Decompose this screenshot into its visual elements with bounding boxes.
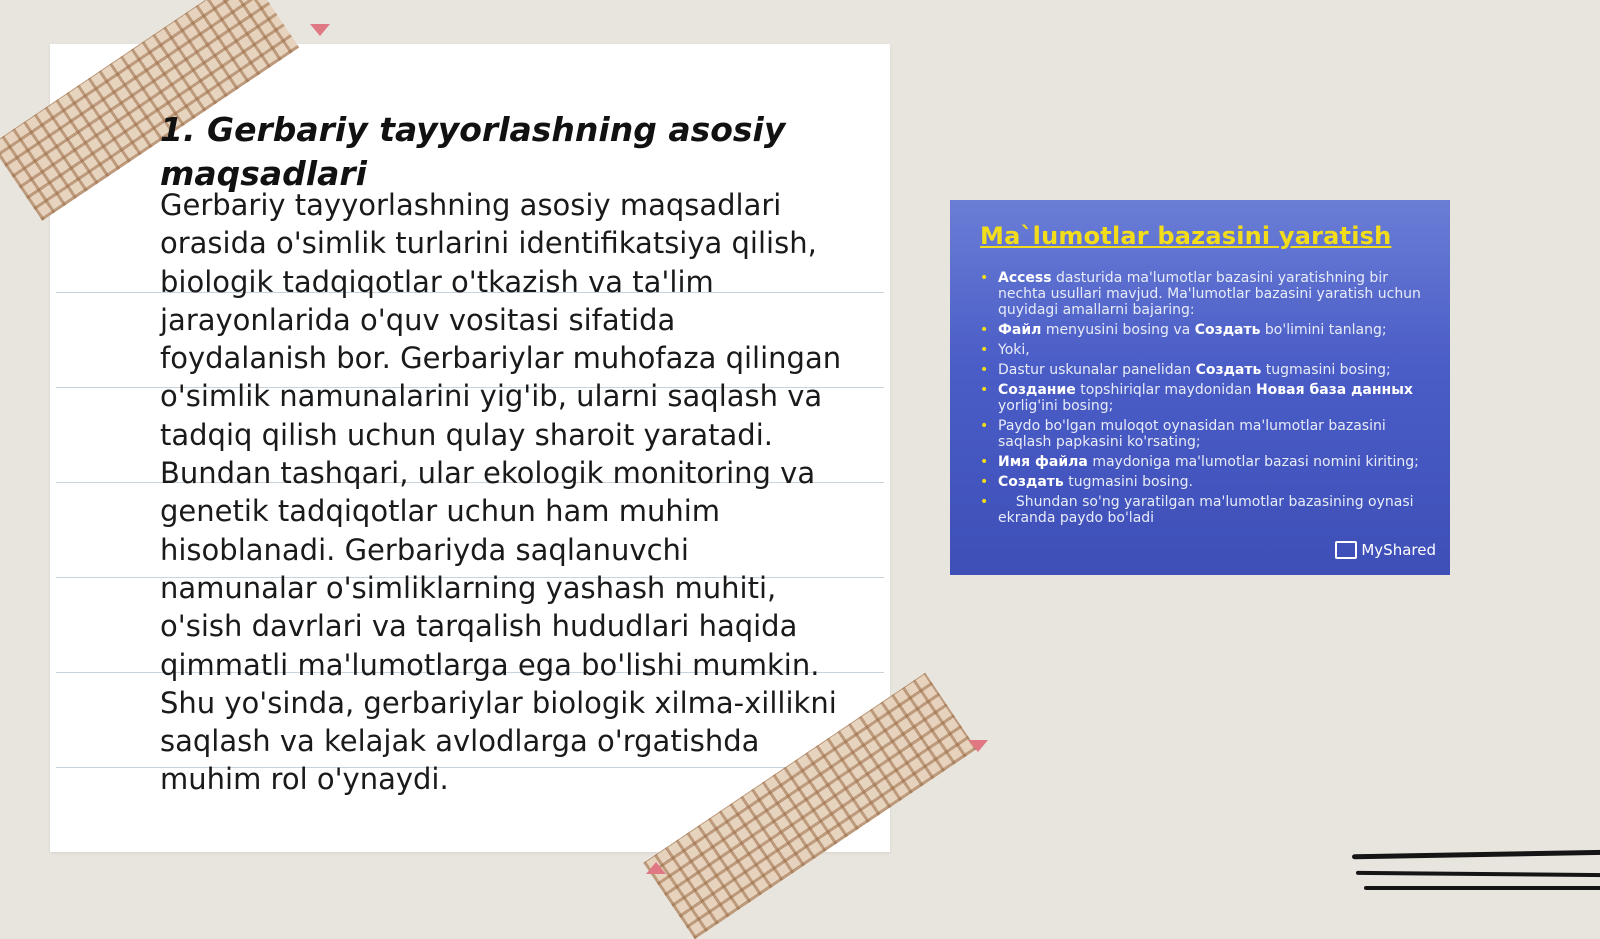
slide-title: Ma`lumotlar bazasini yaratish [980, 222, 1392, 250]
brand-label: MyShared [1361, 541, 1436, 559]
list-item: • Создание topshiriqlar maydonidan Новая база данных yorlig'ini bosing; [980, 382, 1413, 414]
myshared-watermark [1335, 541, 1436, 559]
slide-bullet-list [980, 270, 1428, 530]
ink-stroke [1364, 886, 1600, 890]
list-item: • Файл menyusini bosing va Создать bo'limini tanlang; [980, 322, 1387, 338]
list-item: • Paydo bo'lgan muloqot oynasidan ma'lumotlar bazasini saqlash papkasini ko'rsating; [980, 418, 1386, 450]
list-item: • Access dasturida ma'lumotlar bazasini yaratishning bir nechta usullari mavjud. Ma'lumotlar bazasini yaratish uchun quyidagi amallarni bajaring: [980, 270, 1421, 318]
ink-stroke [1356, 871, 1600, 877]
pin-bottom-left [646, 862, 666, 874]
ink-stroke [1352, 850, 1600, 860]
pin-bottom-right [968, 740, 988, 752]
pin-top [310, 24, 330, 36]
slide-image [950, 200, 1450, 575]
list-item: • Имя файла maydoniga ma'lumotlar bazasi nomini kiriting; [980, 454, 1419, 470]
body-paragraph: Gerbariy tayyorlashning asosiy maqsadlari orasida o'simlik turlarini identifikatsiya qilish, biologik tadqiqotlar o'tkazish va ta'lim jarayonlarida o'quv vositasi sifatida foydalanish bor. Gerbariylar muhofaza qilingan o'simlik namunalarini yig'ib, ularni saqlash va tadqiq qilish uchun qulay sharoit yaratadi. Bundan tashqari, ular ekologik monitoring va genetik tadqiqotlar uchun ham muhim hisoblanadi. Gerbariyda saqlanuvchi namunalar o'simliklarning yashash muhiti, o'sish davrlari va tarqalish hududlari haqida qimmatli ma'lumotlarga ega bo'lishi mumkin. Shu yo'sinda, gerbariylar biologik xilma-xillikni saqlash va kelajak avlodlarga o'rgatishda muhim rol o'ynaydi. [160, 188, 842, 797]
presentation-icon [1335, 541, 1357, 559]
list-item: • Shundan so'ng yaratilgan ma'lumotlar bazasining oynasi ekranda paydo bo'ladi [980, 494, 1418, 526]
list-item: • Создать tugmasini bosing. [980, 474, 1193, 490]
page-title: 1. Gerbariy tayyorlashning asosiy maqsadlari [160, 110, 786, 193]
list-item: • Dastur uskunalar panelidan Создать tugmasini bosing; [980, 362, 1391, 378]
list-item: • Yoki, [980, 342, 1030, 358]
